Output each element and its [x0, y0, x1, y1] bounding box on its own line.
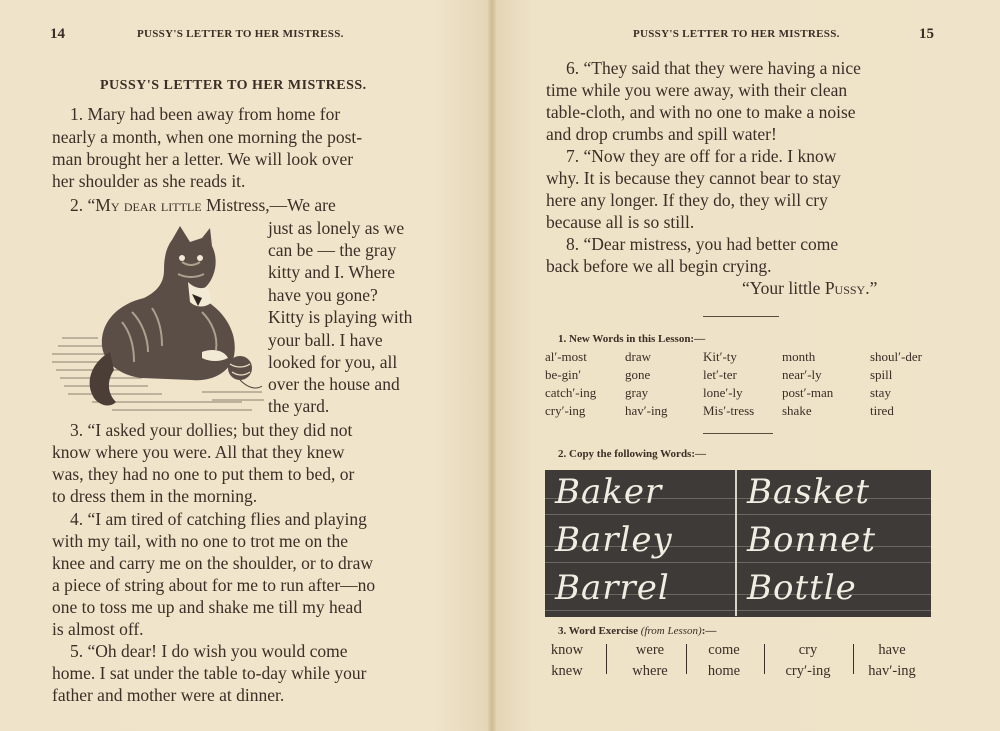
right-line-1: 6. “They said that they were having a nice — [566, 58, 861, 78]
cat-line-5: Kitty is playing with — [268, 307, 413, 327]
word: shoul′-der — [870, 349, 922, 364]
script-word-bottle: Bottle — [747, 568, 857, 608]
book-gutter — [488, 0, 496, 731]
left-line-p4b: with my tail, with no one to trot me on the — [52, 531, 349, 551]
word: draw — [625, 349, 651, 364]
cat-line-6: your ball. I have — [268, 330, 383, 350]
left-line-p4e: one to toss me up and shake me till my head — [52, 597, 363, 617]
guide-line — [737, 514, 931, 515]
right-line-6: why. It is because they cannot bear to stay — [546, 168, 841, 188]
section1-heading: 1. New Words in this Lesson:— — [558, 333, 706, 345]
cat-illustration — [52, 222, 264, 417]
right-line-4: and drop crumbs and spill water! — [546, 124, 777, 144]
script-word-basket: Basket — [747, 472, 871, 512]
word: gone — [625, 367, 651, 382]
left-running-head: PUSSY'S LETTER TO HER MISTRESS. — [137, 28, 344, 40]
word: lone′-ly — [703, 385, 743, 400]
signoff — [742, 278, 877, 299]
exercise-pair — [622, 640, 678, 682]
right-running-head: PUSSY'S LETTER TO HER MISTRESS. — [633, 28, 840, 40]
left-line-salutation — [70, 195, 336, 216]
divider-mid — [703, 433, 773, 434]
exercise-separator — [606, 644, 607, 674]
exercise-word: knew — [551, 663, 583, 679]
exercise-pair — [776, 640, 840, 682]
copybook-board — [545, 470, 931, 617]
left-line-p4d: a piece of string about for me to run after—no — [52, 575, 376, 595]
left-line-p3b: know where you were. All that they knew — [52, 442, 345, 462]
words-column — [782, 348, 833, 420]
left-line-p4f: is almost off. — [52, 619, 144, 639]
right-line-9: 8. “Dear mistress, you had better come — [566, 234, 839, 254]
word: spill — [870, 367, 893, 382]
guide-line — [737, 562, 931, 563]
word: cry′-ing — [545, 403, 586, 418]
word: shake — [782, 403, 812, 418]
exercise-word: come — [708, 642, 740, 658]
word: be-gin′ — [545, 367, 582, 382]
guide-line — [545, 514, 735, 515]
salutation-rest: ,—We are — [265, 195, 336, 215]
left-line-p5a: 5. “Oh dear! I do wish you would come — [70, 641, 348, 661]
word: let′-ter — [703, 367, 737, 382]
script-word-baker: Baker — [555, 472, 663, 512]
exercise-word: cry — [798, 642, 818, 658]
lesson-title: PUSSY'S LETTER TO HER MISTRESS. — [100, 78, 367, 93]
word: Mis′-tress — [703, 403, 755, 418]
exercise-word: hav′-ing — [868, 663, 916, 679]
section3-note: (from Lesson) — [640, 625, 702, 637]
right-line-8: because all is so still. — [546, 212, 695, 232]
words-column — [870, 348, 922, 420]
guide-line — [545, 562, 735, 563]
right-page-number: 15 — [919, 26, 934, 42]
guide-line — [545, 610, 735, 611]
left-line-4: her shoulder as she reads it. — [52, 171, 246, 191]
word: catch′-ing — [545, 385, 597, 400]
exercise-word: know — [550, 642, 584, 658]
word: near′-ly — [782, 367, 822, 382]
signoff-name: Pussy — [824, 278, 866, 298]
section3-title: 3. Word Exercise — [558, 625, 638, 637]
cat-line-7: looked for you, all — [268, 352, 398, 372]
left-line-p4c: knee and carry me on the shoulder, or to draw — [52, 553, 373, 573]
word: stay — [870, 385, 891, 400]
word: month — [782, 349, 816, 364]
exercise-pair — [544, 640, 590, 682]
exercise-separator — [686, 644, 687, 674]
section2-heading: 2. Copy the following Words:— — [558, 448, 707, 460]
exercise-word: cry′-ing — [785, 663, 831, 679]
para2-start: 2. “ — [70, 195, 96, 215]
board-right-cell — [737, 470, 931, 616]
words-column — [703, 348, 754, 420]
left-line-p5b: home. I sat under the table to-day while your — [52, 663, 367, 683]
words-column — [625, 348, 668, 420]
word: tired — [870, 403, 894, 418]
words-column — [545, 348, 596, 420]
exercise-word: were — [635, 642, 665, 658]
salutation-mistress: Mistress — [205, 195, 266, 215]
left-line-p5c: father and mother were at dinner. — [52, 685, 285, 705]
cat-line-1: just as lonely as we — [268, 218, 405, 238]
word: gray — [625, 385, 649, 400]
right-line-3: table-cloth, and with no one to make a noise — [546, 102, 856, 122]
section3-tail: :— — [701, 625, 717, 637]
exercise-word: where — [632, 663, 668, 679]
left-line-1: 1. Mary had been away from home for — [70, 104, 341, 124]
cat-line-9: the yard. — [268, 396, 330, 416]
exercise-pair — [698, 640, 750, 682]
cat-line-2: can be — the gray — [268, 240, 397, 260]
right-line-5: 7. “Now they are off for a ride. I know — [566, 146, 837, 166]
right-line-2: time while you were away, with their clean — [546, 80, 848, 100]
script-word-barley: Barley — [555, 520, 673, 560]
left-line-p4a: 4. “I am tired of catching flies and playing — [70, 509, 367, 529]
cat-line-3: kitty and I. Where — [268, 262, 395, 282]
script-word-barrel: Barrel — [555, 568, 670, 608]
board-left-cell — [545, 470, 737, 616]
left-line-2: nearly a month, when one morning the post- — [52, 127, 363, 147]
cat-line-4: have you gone? — [268, 285, 378, 305]
word: Kit′-ty — [703, 349, 737, 364]
signoff-suffix: .” — [865, 278, 878, 298]
left-line-p3a: 3. “I asked your dollies; but they did not — [70, 420, 353, 440]
left-line-p3c: was, they had no one to put them to bed, or — [52, 464, 355, 484]
script-word-bonnet: Bonnet — [747, 520, 877, 560]
left-page-number: 14 — [50, 26, 65, 42]
exercise-separator — [853, 644, 854, 674]
right-line-7: here any longer. If they do, they will cry — [546, 190, 828, 210]
exercise-word: have — [878, 642, 906, 658]
left-line-p3d: to dress them in the morning. — [52, 486, 258, 506]
salutation-smallcaps: My dear little — [95, 195, 202, 215]
exercise-pair — [862, 640, 922, 682]
exercise-word: home — [707, 663, 741, 679]
word: hav′-ing — [625, 403, 668, 418]
section3-heading — [558, 625, 716, 637]
guide-line — [737, 610, 931, 611]
word: al′-most — [545, 349, 587, 364]
cat-line-8: over the house and — [268, 374, 400, 394]
left-line-3: man brought her a letter. We will look over — [52, 149, 354, 169]
right-line-10: back before we all begin crying. — [546, 256, 772, 276]
divider-top — [703, 316, 779, 317]
word: post′-man — [782, 385, 834, 400]
exercise-separator — [764, 644, 765, 674]
signoff-prefix: “Your little — [742, 278, 825, 298]
